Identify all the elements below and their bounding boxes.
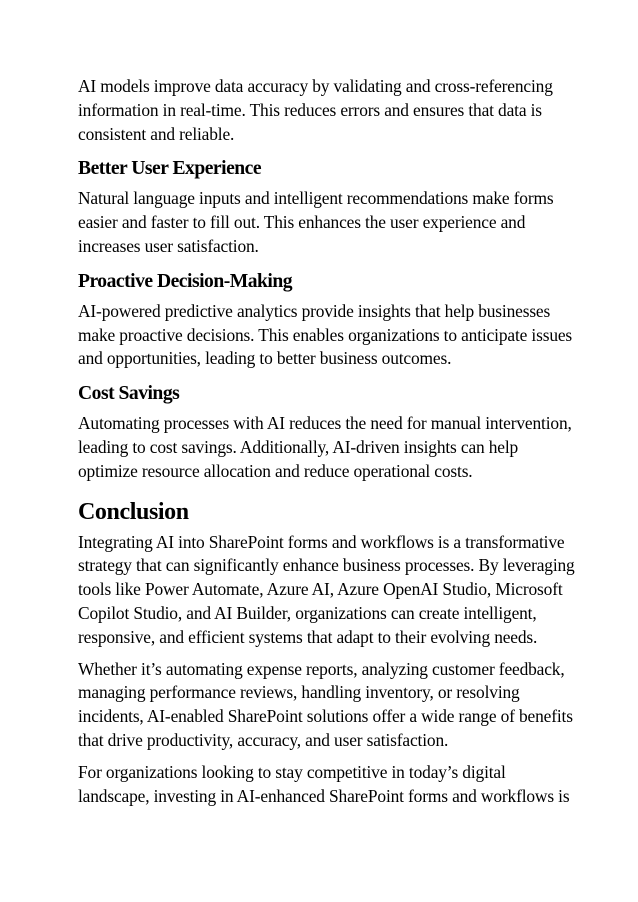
- text-line: tools like Power Automate, Azure AI, Azure OpenAI Studio, Microsoft: [78, 579, 563, 600]
- text-line: Integrating AI into SharePoint forms and workflows is a transformative: [78, 531, 565, 552]
- text-line: For organizations looking to stay competitive in today’s digital: [78, 761, 506, 782]
- section-paragraph-better-user-experience: [78, 187, 568, 258]
- conclusion-paragraph-1: [78, 531, 575, 650]
- section-paragraph-proactive-decision-making: [78, 300, 573, 371]
- text-line: leading to cost savings. Additionally, AI-driven insights can help: [78, 436, 519, 457]
- text-line: Copilot Studio, and AI Builder, organizations can create intelligent,: [78, 602, 537, 623]
- text-line: AI models improve data accuracy by validating and cross-referencing: [78, 76, 553, 96]
- text-line: that drive productivity, accuracy, and user satisfaction.: [78, 729, 449, 750]
- text-line: easier and faster to fill out. This enhances the user experience and: [78, 212, 526, 233]
- text-line: incidents, AI-enabled SharePoint solutions offer a wide range of benefits: [78, 706, 573, 727]
- text-line: Automating processes with AI reduces the need for manual intervention,: [78, 413, 572, 434]
- text-line: and opportunities, leading to better business outcomes.: [78, 348, 452, 369]
- text-line: Natural language inputs and intelligent recommendations make forms: [78, 188, 554, 209]
- text-line: make proactive decisions. This enables organizations to anticipate issues: [78, 324, 573, 345]
- section-heading-cost-savings: Cost Savings: [78, 383, 180, 405]
- text-line: strategy that can significantly enhance business processes. By leveraging: [78, 555, 575, 576]
- text-line: landscape, investing in AI-enhanced SharePoint forms and workflows is: [78, 785, 570, 806]
- text-line: managing performance reviews, handling inventory, or resolving: [78, 682, 520, 703]
- intro-paragraph: [78, 75, 568, 146]
- text-line: AI-powered predictive analytics provide insights that help businesses: [78, 300, 551, 321]
- conclusion-paragraph-3: [78, 761, 568, 809]
- conclusion-heading: Conclusion: [78, 498, 189, 525]
- section-heading-proactive-decision-making: Proactive Decision-Making: [78, 270, 293, 292]
- text-line: consistent and reliable.: [78, 123, 235, 144]
- section-heading-better-user-experience: Better User Experience: [78, 158, 262, 180]
- text-line: increases user satisfaction.: [78, 235, 259, 256]
- document-page: [78, 75, 575, 808]
- conclusion-paragraph-2: [78, 658, 573, 753]
- text-line: information in real-time. This reduces errors and ensures that data is: [78, 99, 542, 120]
- section-paragraph-cost-savings: [78, 412, 572, 483]
- text-line: Whether it’s automating expense reports, analyzing customer feedback,: [78, 658, 565, 679]
- text-line: responsive, and efficient systems that adapt to their evolving needs.: [78, 626, 538, 647]
- text-line: optimize resource allocation and reduce operational costs.: [78, 460, 473, 481]
